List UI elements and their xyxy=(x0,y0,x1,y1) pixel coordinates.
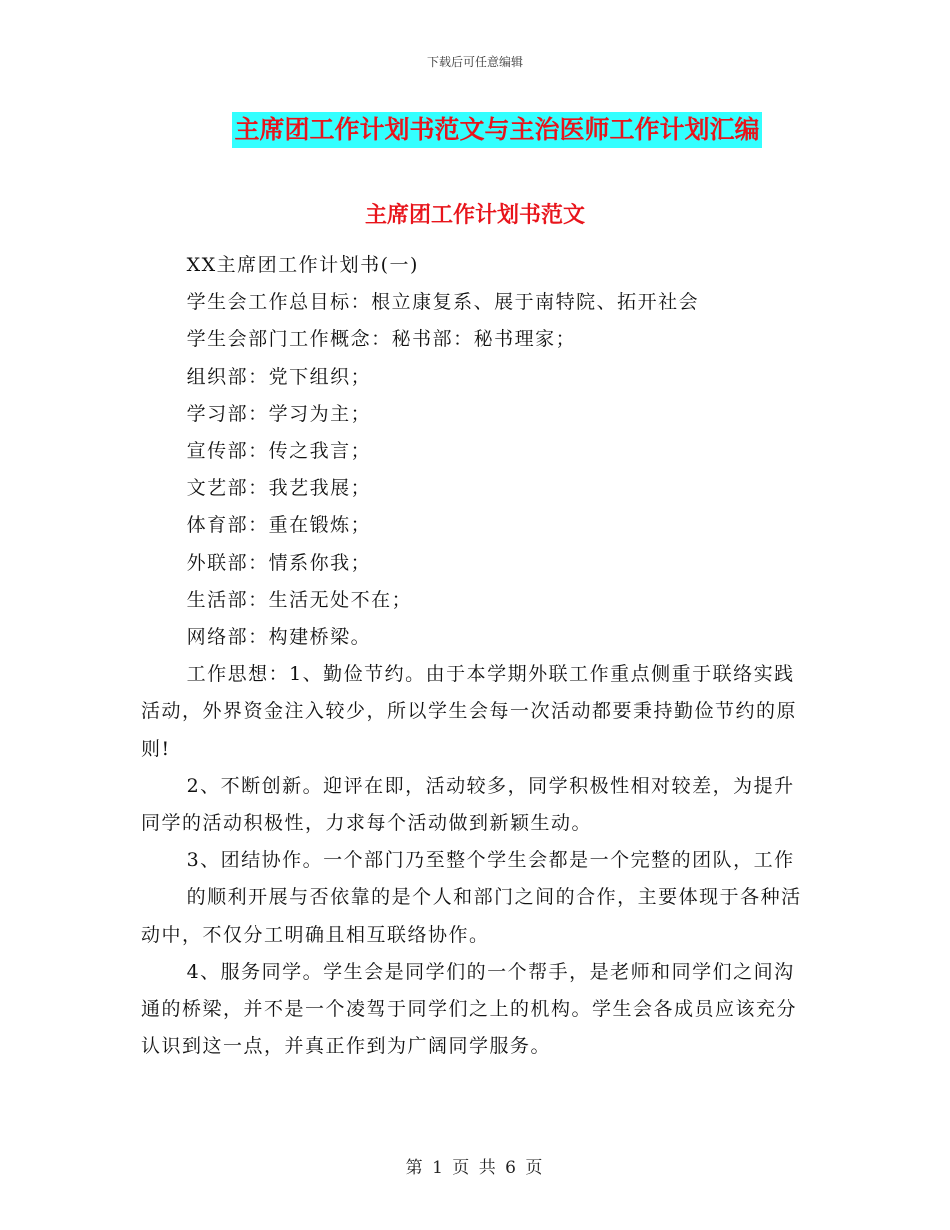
paragraph: 生活部：生活无处不在； xyxy=(186,588,413,611)
paragraph: 的顺利开展与否依靠的是个人和部门之间的合作，主要体现于各种活动中，不仅分工明确且相互联络协作。 xyxy=(141,886,802,946)
paragraph: 文艺部：我艺我展； xyxy=(186,477,372,500)
paragraph: 组织部：党下组织； xyxy=(186,365,372,388)
paragraph: 学生会部门工作概念：秘书部：秘书理家； xyxy=(186,328,577,351)
section-title: 主席团工作计划书范文 xyxy=(364,203,585,228)
paragraph: 3、团结协作。一个部门乃至整个学生会都是一个完整的团队，工作 xyxy=(186,849,795,872)
paragraph: 4、服务同学。学生会是同学们的一个帮手，是老师和同学们之间沟通的桥梁，并不是一个凌驾于同学们之上的机构。学生会各成员应该充分认识到这一点，并真正作到为广阔同学服务。 xyxy=(141,960,798,1058)
paragraph: 2、不断创新。迎评在即，活动较多，同学积极性相对较差，为提升同学的活动积极性，力求每个活动做到新颖生动。 xyxy=(141,774,795,835)
main-title: 主席团工作计划书范文与主治医师工作计划汇编 xyxy=(232,112,761,148)
paragraph: 学生会工作总目标：根立康复系、展于南特院、拓开社会 xyxy=(186,291,700,314)
page-footer: 第 1 页 共 6 页 xyxy=(405,1158,545,1178)
document-body xyxy=(141,247,811,1065)
paragraph: 外联部：情系你我； xyxy=(186,551,372,574)
paragraph: 网络部：构建桥梁。 xyxy=(186,626,372,649)
paragraph: 体育部：重在锻炼； xyxy=(186,514,372,537)
main-title-container xyxy=(0,112,950,148)
paragraph: 工作思想：1、勤俭节约。由于本学期外联工作重点侧重于联络实践活动，外界资金注入较少，所以学生会每一次活动都要秉持勤俭节约的原则! xyxy=(141,663,798,760)
paragraph: 学习部：学习为主； xyxy=(186,402,372,425)
header-note: 下载后可任意编辑 xyxy=(426,55,523,69)
paragraph: 宣传部：传之我言； xyxy=(186,440,372,463)
paragraph: XX主席团工作计划书(一) xyxy=(186,254,419,276)
